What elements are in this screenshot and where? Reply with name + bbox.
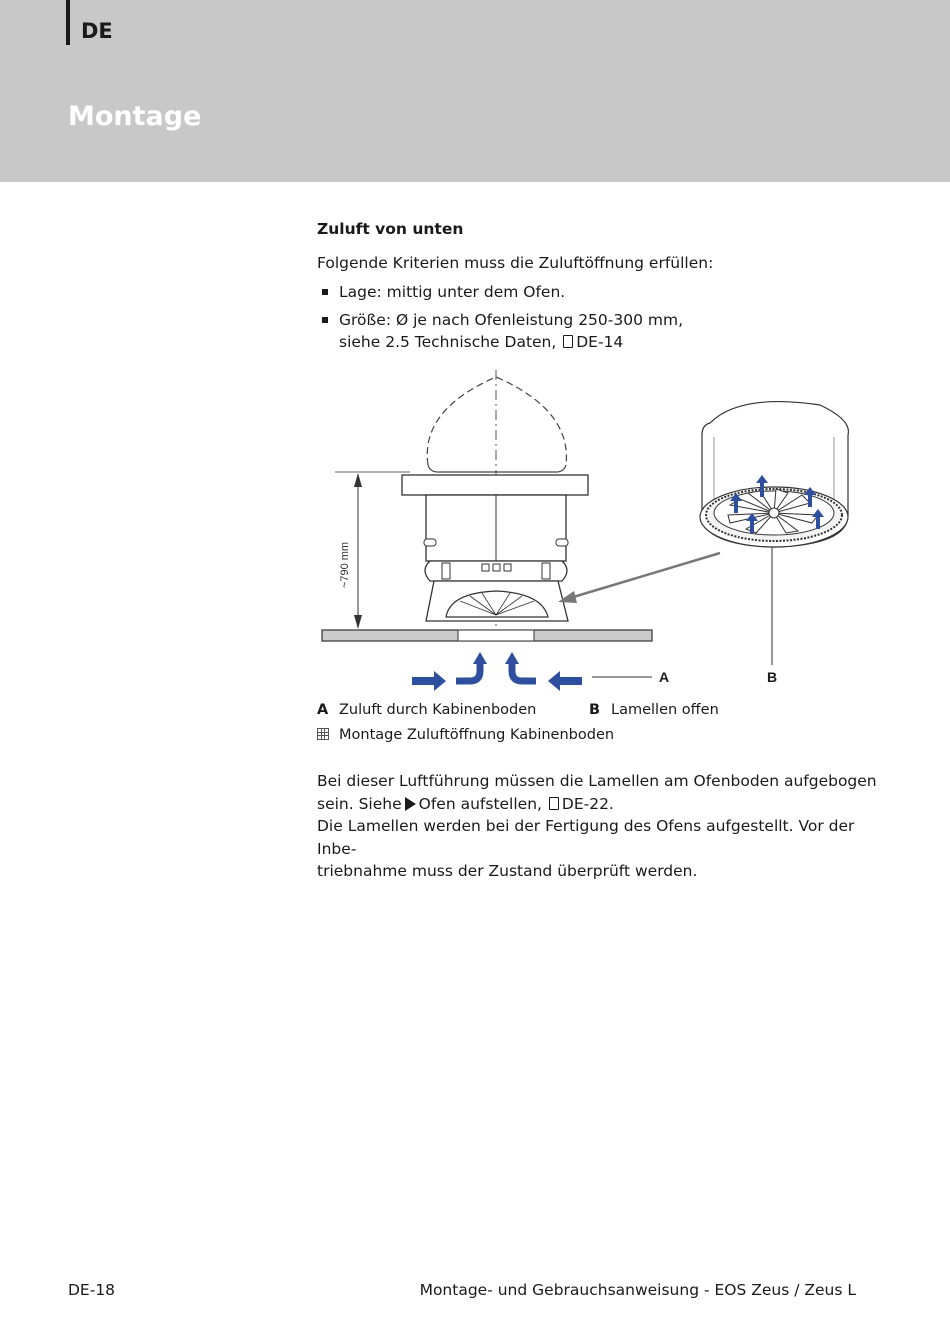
- air-arrow-up-left-icon: [456, 663, 480, 681]
- callout-b: B: [767, 669, 778, 685]
- language-code: DE: [81, 19, 113, 43]
- floor-opening: [458, 630, 534, 641]
- legend-item-a: [317, 702, 536, 718]
- heater-top-plate: [402, 475, 588, 495]
- intro-text: Folgende Kriterien muss die Zuluftöffnung erfüllen:: [317, 254, 714, 272]
- body-line: Die Lamellen werden bei der Fertigung des Ofens aufgestellt. Vor der Inbe-: [317, 817, 855, 858]
- air-arrow-left-icon: [548, 671, 582, 691]
- stone-dome-base: [428, 465, 566, 472]
- page-header: [0, 0, 950, 182]
- bullet-text: Lage: mittig unter dem Ofen.: [339, 283, 566, 301]
- cross-reference-arrow-icon: [405, 797, 416, 811]
- body-line: triebnahme muss der Zustand überprüft werden.: [317, 862, 698, 880]
- callout-a: A: [659, 669, 670, 685]
- page-number: DE-18: [68, 1281, 116, 1299]
- list-item: [317, 281, 877, 303]
- subsection-heading: Zuluft von unten: [317, 220, 464, 238]
- stone-dome-outline: [427, 377, 566, 465]
- page-reference-link[interactable]: DE-22.: [561, 794, 614, 813]
- figure-caption: [317, 727, 614, 743]
- page-reference-link[interactable]: DE-14: [576, 333, 624, 351]
- bullet-text-line2: siehe 2.5 Technische Daten,: [339, 333, 557, 351]
- legend-key: A: [317, 702, 329, 718]
- caption-text: Montage Zuluftöffnung Kabinenboden: [339, 727, 615, 743]
- criteria-list: [317, 281, 877, 359]
- air-arrow-up-right-icon: [512, 663, 536, 681]
- document-icon: [549, 797, 559, 810]
- mounting-figure: [300, 365, 860, 700]
- figure-grid-icon: [317, 728, 329, 740]
- air-arrow-right-icon: [412, 671, 446, 691]
- body-line: sein. Siehe Ofen aufstellen, DE-22.: [317, 794, 614, 813]
- section-title: Montage: [68, 101, 202, 132]
- document-icon: [563, 335, 573, 348]
- body-line: Bei dieser Luftführung müssen die Lamellen am Ofenboden aufgebogen: [317, 772, 877, 790]
- dimension-label: ~790 mm: [339, 541, 351, 589]
- body-paragraph: [317, 770, 877, 883]
- legend-item-b: [589, 702, 719, 718]
- language-marker-bar: [66, 0, 70, 45]
- bullet-text-line1: Größe: Ø je nach Ofenleistung 250-300 mm,: [339, 311, 684, 329]
- list-item: [317, 309, 877, 353]
- legend-key: B: [589, 702, 601, 718]
- cross-reference-link[interactable]: Ofen aufstellen,: [418, 794, 542, 813]
- document-title: Montage- und Gebrauchsanweisung - EOS Zeus / Zeus L: [419, 1281, 856, 1299]
- legend-label: Lamellen offen: [611, 702, 719, 718]
- detail-pointer-line: [570, 553, 720, 598]
- louvre-detail-view: [700, 402, 848, 547]
- legend-label: Zuluft durch Kabinenboden: [339, 702, 537, 718]
